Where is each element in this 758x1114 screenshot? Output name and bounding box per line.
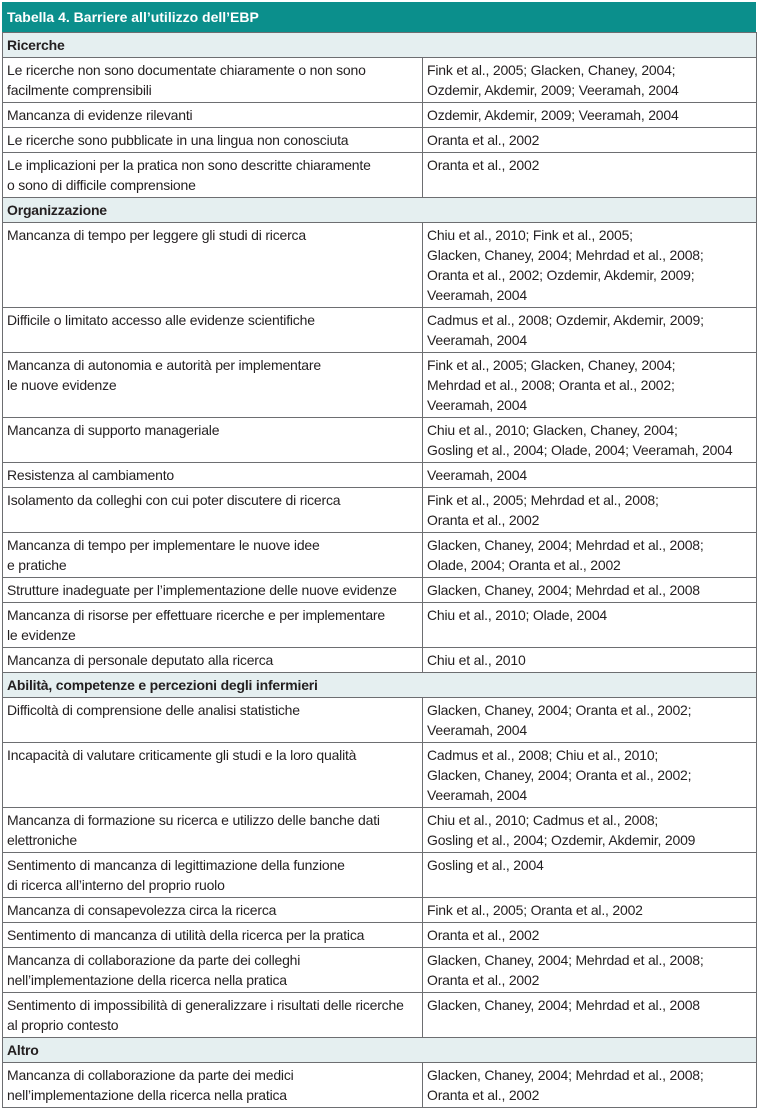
reference-text-line: Gosling et al., 2004: [427, 857, 544, 873]
barrier-cell: [3, 533, 423, 578]
barrier-cell: [3, 923, 423, 948]
barrier-cell: [3, 308, 423, 353]
reference-text-line: Oranta et al., 2002: [427, 132, 540, 148]
barrier-text-line: Sentimento di impossibilità di generalizzare i risultati delle ricerche: [7, 997, 404, 1013]
reference-text-line: Oranta et al., 2002: [427, 972, 540, 988]
barrier-text-line: Le ricerche non sono documentate chiaramente o non sono: [7, 62, 366, 78]
reference-text-line: Veeramah, 2004: [427, 467, 527, 483]
barrier-cell: [3, 743, 423, 808]
barrier-cell: [3, 578, 423, 603]
barrier-text-line: Incapacità di valutare criticamente gli studi e la loro qualità: [7, 747, 357, 763]
reference-text-line: Oranta et al., 2002; Ozdemir, Akdemir, 2009;: [427, 267, 695, 283]
section-header-row: [3, 673, 757, 698]
barrier-cell: [3, 948, 423, 993]
table-row: [3, 648, 757, 673]
reference-text-line: Glacken, Chaney, 2004; Oranta et al., 2002;: [427, 767, 692, 783]
references-cell: [423, 648, 757, 673]
barrier-cell: [3, 603, 423, 648]
reference-text-line: Glacken, Chaney, 2004; Mehrdad et al., 2008;: [427, 247, 704, 263]
reference-text-line: Oranta et al., 2002: [427, 1087, 540, 1103]
references-cell: [423, 353, 757, 418]
reference-text-line: Oranta et al., 2002: [427, 157, 540, 173]
table-row: [3, 58, 757, 103]
reference-text-line: Chiu et al., 2010; Cadmus et al., 2008;: [427, 812, 659, 828]
reference-text-line: Oranta et al., 2002: [427, 927, 540, 943]
barrier-text-line: Difficile o limitato accesso alle evidenze scientifiche: [7, 312, 315, 328]
barrier-text-line: nell’implementazione della ricerca nella pratica: [7, 972, 287, 988]
barriers-table: [2, 32, 757, 1108]
barrier-cell: [3, 353, 423, 418]
section-header-row: [3, 33, 757, 58]
table-row: [3, 923, 757, 948]
section-title: Organizzazione: [3, 198, 757, 223]
references-cell: [423, 698, 757, 743]
reference-text-line: Glacken, Chaney, 2004; Mehrdad et al., 2008: [427, 997, 700, 1013]
references-cell: [423, 418, 757, 463]
barrier-text-line: di ricerca all’interno del proprio ruolo: [7, 877, 225, 893]
barrier-text-line: Le ricerche sono pubblicate in una lingua non conosciuta: [7, 132, 349, 148]
barrier-text-line: Resistenza al cambiamento: [7, 467, 174, 483]
reference-text-line: Fink et al., 2005; Oranta et al., 2002: [427, 902, 643, 918]
barrier-text-line: Sentimento di mancanza di utilità della ricerca per la pratica: [7, 927, 365, 943]
table-row: [3, 698, 757, 743]
table-figure: [2, 2, 756, 1112]
references-cell: [423, 743, 757, 808]
barrier-text-line: le nuove evidenze: [7, 377, 117, 393]
table-row: [3, 1063, 757, 1108]
caption-text: Barriere all’utilizzo dell’EBP: [69, 9, 259, 25]
reference-text-line: Fink et al., 2005; Glacken, Chaney, 2004;: [427, 62, 676, 78]
barrier-cell: [3, 223, 423, 308]
reference-text-line: Cadmus et al., 2008; Chiu et al., 2010;: [427, 747, 659, 763]
table-row: [3, 533, 757, 578]
reference-text-line: Glacken, Chaney, 2004; Mehrdad et al., 2008;: [427, 952, 704, 968]
references-cell: [423, 578, 757, 603]
section-header-row: [3, 198, 757, 223]
barrier-cell: [3, 648, 423, 673]
barrier-text-line: elettroniche: [7, 832, 77, 848]
references-cell: [423, 308, 757, 353]
references-cell: [423, 808, 757, 853]
table-row: [3, 948, 757, 993]
barrier-cell: [3, 488, 423, 533]
reference-text-line: Chiu et al., 2010; Glacken, Chaney, 2004;: [427, 422, 678, 438]
references-cell: [423, 128, 757, 153]
reference-text-line: Fink et al., 2005; Mehrdad et al., 2008;: [427, 492, 659, 508]
table-row: [3, 993, 757, 1038]
section-title: Abilità, competenze e percezioni degli infermieri: [3, 673, 757, 698]
table-caption: [2, 2, 756, 32]
barrier-cell: [3, 153, 423, 198]
barrier-text-line: Isolamento da colleghi con cui poter discutere di ricerca: [7, 492, 341, 508]
reference-text-line: Veeramah, 2004: [427, 722, 527, 738]
reference-text-line: Gosling et al., 2004; Olade, 2004; Veeramah, 2004: [427, 442, 733, 458]
barrier-cell: [3, 808, 423, 853]
barrier-cell: [3, 418, 423, 463]
table-row: [3, 488, 757, 533]
references-cell: [423, 853, 757, 898]
reference-text-line: Veeramah, 2004: [427, 787, 527, 803]
barrier-text-line: e pratiche: [7, 557, 67, 573]
barrier-text-line: Mancanza di supporto manageriale: [7, 422, 220, 438]
reference-text-line: Mehrdad et al., 2008; Oranta et al., 2002;: [427, 377, 675, 393]
references-cell: [423, 898, 757, 923]
barrier-text-line: Sentimento di mancanza di legittimazione della funzione: [7, 857, 345, 873]
references-cell: [423, 488, 757, 533]
barrier-text-line: Mancanza di autonomia e autorità per implementare: [7, 357, 321, 373]
barrier-text-line: Mancanza di risorse per effettuare ricerche e per implementare: [7, 607, 385, 623]
references-cell: [423, 533, 757, 578]
table-row: [3, 808, 757, 853]
reference-text-line: Ozdemir, Akdemir, 2009; Veeramah, 2004: [427, 107, 679, 123]
barrier-text-line: Mancanza di consapevolezza circa la ricerca: [7, 902, 277, 918]
references-cell: [423, 103, 757, 128]
references-cell: [423, 993, 757, 1038]
barrier-text-line: nell’implementazione della ricerca nella pratica: [7, 1087, 287, 1103]
barrier-text-line: le evidenze: [7, 627, 76, 643]
table-row: [3, 743, 757, 808]
reference-text-line: Olade, 2004; Oranta et al., 2002: [427, 557, 621, 573]
barrier-text-line: Mancanza di evidenze rilevanti: [7, 107, 193, 123]
reference-text-line: Veeramah, 2004: [427, 397, 527, 413]
table-row: [3, 418, 757, 463]
barrier-text-line: Mancanza di collaborazione da parte dei medici: [7, 1067, 294, 1083]
table-row: [3, 898, 757, 923]
barrier-cell: [3, 898, 423, 923]
references-cell: [423, 1063, 757, 1108]
barrier-text-line: Mancanza di tempo per leggere gli studi di ricerca: [7, 227, 306, 243]
barrier-cell: [3, 58, 423, 103]
barrier-cell: [3, 463, 423, 488]
barrier-text-line: o sono di difficile comprensione: [7, 177, 196, 193]
table-row: [3, 853, 757, 898]
reference-text-line: Gosling et al., 2004; Ozdemir, Akdemir, 2009: [427, 832, 696, 848]
barrier-text-line: Mancanza di formazione su ricerca e utilizzo delle banche dati: [7, 812, 380, 828]
reference-text-line: Fink et al., 2005; Glacken, Chaney, 2004;: [427, 357, 676, 373]
table-row: [3, 308, 757, 353]
barrier-cell: [3, 853, 423, 898]
table-row: [3, 153, 757, 198]
references-cell: [423, 223, 757, 308]
barrier-text-line: facilmente comprensibili: [7, 82, 152, 98]
reference-text-line: Glacken, Chaney, 2004; Mehrdad et al., 2008;: [427, 1067, 704, 1083]
barrier-cell: [3, 103, 423, 128]
table-row: [3, 103, 757, 128]
caption-label: Tabella 4.: [7, 9, 70, 25]
references-cell: [423, 463, 757, 488]
reference-text-line: Cadmus et al., 2008; Ozdemir, Akdemir, 2009;: [427, 312, 704, 328]
reference-text-line: Veeramah, 2004: [427, 332, 527, 348]
table-row: [3, 463, 757, 488]
references-cell: [423, 58, 757, 103]
barrier-text-line: al proprio contesto: [7, 1017, 119, 1033]
table-row: [3, 578, 757, 603]
barrier-cell: [3, 1063, 423, 1108]
references-cell: [423, 153, 757, 198]
reference-text-line: Chiu et al., 2010; Olade, 2004: [427, 607, 608, 623]
table-row: [3, 353, 757, 418]
table-body: [3, 33, 757, 1108]
barrier-cell: [3, 128, 423, 153]
reference-text-line: Oranta et al., 2002: [427, 512, 540, 528]
references-cell: [423, 923, 757, 948]
barrier-text-line: Mancanza di personale deputato alla ricerca: [7, 652, 274, 668]
table-row: [3, 603, 757, 648]
reference-text-line: Glacken, Chaney, 2004; Oranta et al., 2002;: [427, 702, 692, 718]
barrier-text-line: Difficoltà di comprensione delle analisi statistiche: [7, 702, 300, 718]
barrier-cell: [3, 698, 423, 743]
reference-text-line: Glacken, Chaney, 2004; Mehrdad et al., 2008;: [427, 537, 704, 553]
table-row: [3, 128, 757, 153]
barrier-text-line: Mancanza di collaborazione da parte dei colleghi: [7, 952, 301, 968]
barrier-text-line: Strutture inadeguate per l’implementazione delle nuove evidenze: [7, 582, 397, 598]
references-cell: [423, 948, 757, 993]
references-cell: [423, 603, 757, 648]
reference-text-line: Veeramah, 2004: [427, 287, 527, 303]
table-row: [3, 223, 757, 308]
reference-text-line: Glacken, Chaney, 2004; Mehrdad et al., 2008: [427, 582, 700, 598]
section-title: Altro: [3, 1038, 757, 1063]
barrier-text-line: Le implicazioni per la pratica non sono descritte chiaramente: [7, 157, 371, 173]
reference-text-line: Chiu et al., 2010; Fink et al., 2005;: [427, 227, 633, 243]
section-title: Ricerche: [3, 33, 757, 58]
reference-text-line: Ozdemir, Akdemir, 2009; Veeramah, 2004: [427, 82, 679, 98]
reference-text-line: Chiu et al., 2010: [427, 652, 526, 668]
section-header-row: [3, 1038, 757, 1063]
barrier-cell: [3, 993, 423, 1038]
barrier-text-line: Mancanza di tempo per implementare le nuove idee: [7, 537, 320, 553]
